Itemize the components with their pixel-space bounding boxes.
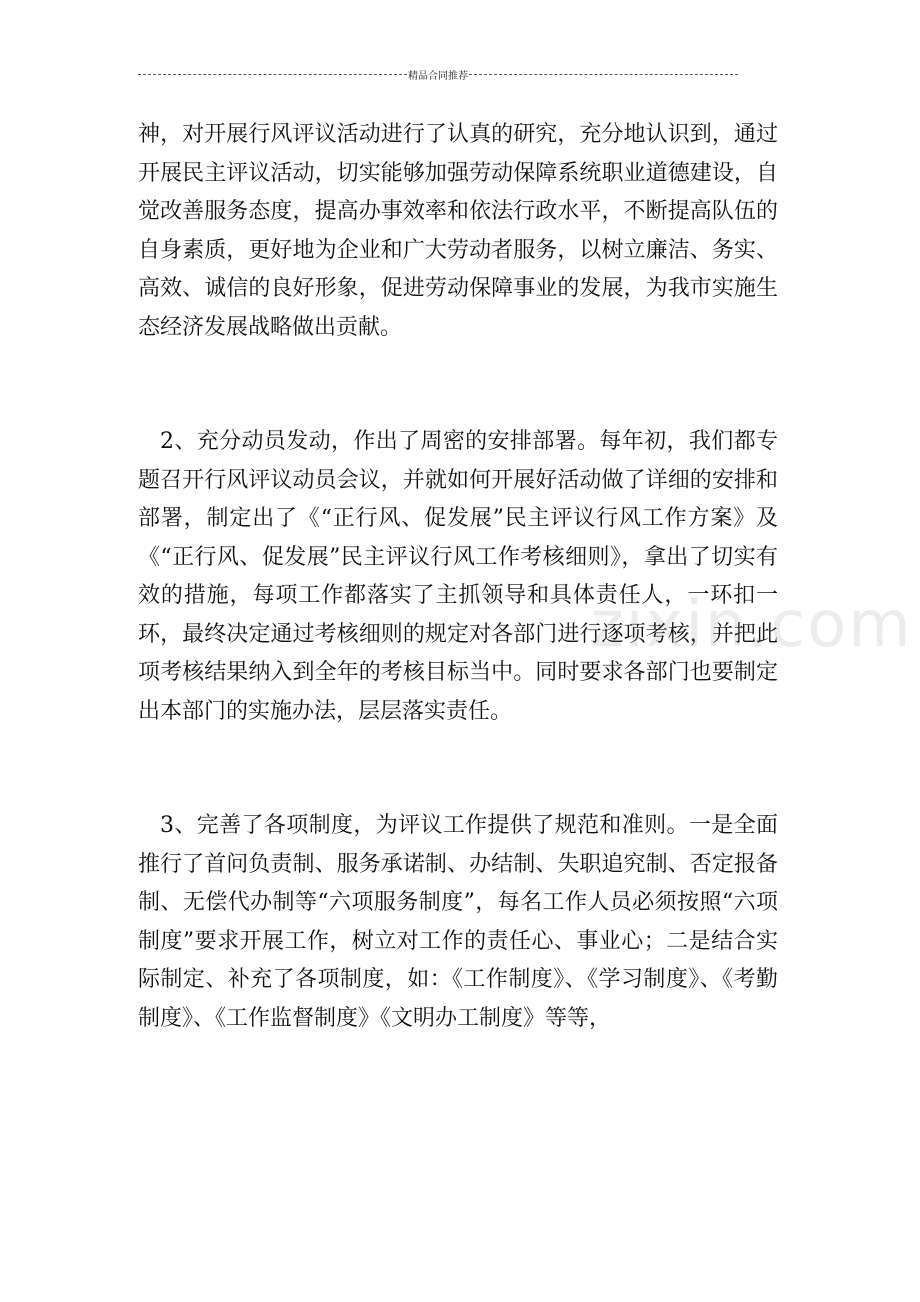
paragraph-gap — [138, 731, 778, 807]
header-dash-left — [138, 74, 407, 75]
paragraph-gap — [138, 347, 778, 423]
paragraph-item-3: 3、完善了各项制度，为评议工作提供了规范和准则。一是全面推行了首问负责制、服务承诺制、办结制、失职追究制、否定报备制、无偿代办制等“六项服务制度”，每名工作人员必须按照“六项制度”要求开展工作，树立对工作的责任心、事业心；二是结合实际制定、补充了各项制度，如：《工作制度》、《学习制度》、《考勤制度》、《工作监督制度》《文明办工制度》等等， — [138, 813, 778, 1031]
paragraph-continuation: 神，对开展行风评议活动进行了认真的研究，充分地认识到，通过开展民主评议活动，切实能够加强劳动保障系统职业道德建设，自觉改善服务态度，提高办事效率和依法行政水平，不断提高队伍的自身素质，更好地为企业和广大劳动者服务，以树立廉洁、务实、高效、诚信的良好形象，促进劳动保障事业的发展，为我市实施生态经济发展战略做出贡献。 — [138, 122, 778, 340]
header-label: 精品合同推荐 — [408, 70, 468, 82]
page-header — [138, 66, 738, 82]
paragraph-item-2: 2、充分动员发动，作出了周密的安排部署。每年初，我们都专题召开行风评议动员会议，并就如何开展好活动做了详细的安排和部署，制定出了《“正行风、促发展”民主评议行风工作方案》及《“正行风、促发展”民主评议行风工作考核细则》，拿出了切实有效的措施，每项工作都落实了主抓领导和具体责任人，一环扣一环，最终决定通过考核细则的规定对各部门进行逐项考核，并把此项考核结果纳入到全年的考核目标当中。同时要求各部门也要制定出本部门的实施办法，层层落实责任。 — [138, 429, 778, 724]
watermark: zixin.com — [590, 588, 913, 662]
header-dash-right — [469, 74, 738, 75]
document-body — [138, 116, 778, 1038]
